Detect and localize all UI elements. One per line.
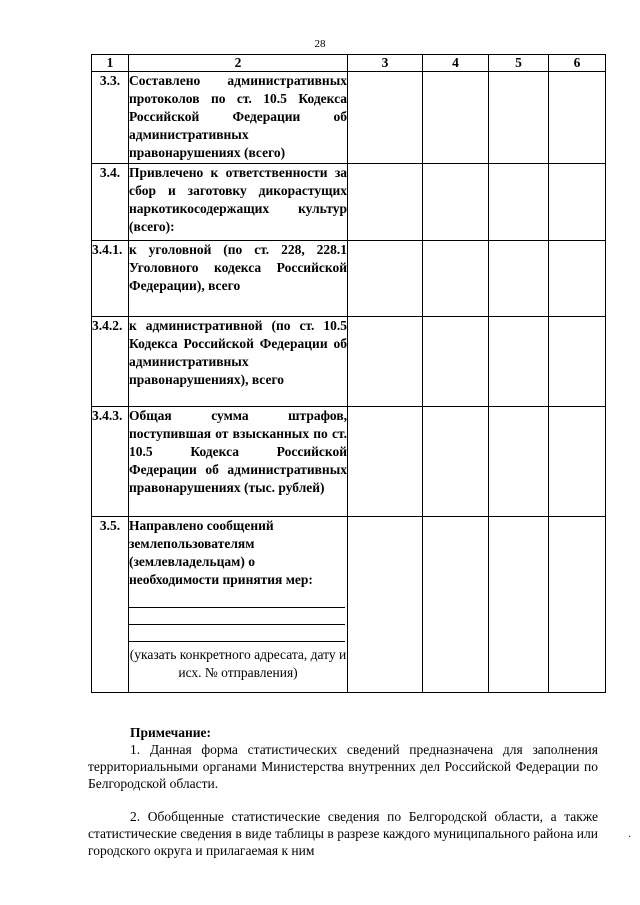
value-cell bbox=[549, 407, 606, 517]
value-cell bbox=[423, 407, 489, 517]
value-cell bbox=[423, 317, 489, 407]
row-number: 3.5. bbox=[92, 517, 129, 693]
note-title bbox=[88, 724, 598, 741]
header-row bbox=[92, 55, 606, 72]
value-cell bbox=[549, 72, 606, 164]
value-cell bbox=[348, 241, 423, 317]
row-description: Привлечено к ответственности за сбор и заготовку дикорастущих наркотикосодержащих культур (всего): bbox=[129, 164, 348, 241]
value-cell bbox=[489, 317, 549, 407]
row-description: Общая сумма штрафов, поступившая от взысканных по ст. 10.5 Кодекса Российской Федерации об административных правонарушениях (тыс. рублей) bbox=[129, 407, 348, 517]
page-number: 28 bbox=[314, 38, 326, 50]
row-description: к уголовной (по ст. 228, 228.1 Уголовного кодекса Российской Федерации), всего bbox=[129, 241, 348, 317]
value-cell bbox=[423, 517, 489, 693]
row-number: 3.3. bbox=[92, 72, 129, 164]
table-row bbox=[92, 517, 606, 693]
value-cell bbox=[348, 164, 423, 241]
table-row bbox=[92, 72, 606, 164]
table-row bbox=[92, 241, 606, 317]
header-cell-4: 4 bbox=[423, 55, 489, 72]
value-cell bbox=[423, 72, 489, 164]
value-cell bbox=[423, 241, 489, 317]
value-cell bbox=[489, 241, 549, 317]
value-cell bbox=[348, 407, 423, 517]
note-paragraph-1: 1. Данная форма статистических сведений предназначена для заполнения территориальными органами Министерства внутренних дел Российской Федерации по Белгородской области. bbox=[88, 742, 598, 791]
row-description-cell bbox=[129, 517, 348, 693]
value-cell bbox=[348, 317, 423, 407]
blank-line-1 bbox=[129, 591, 345, 608]
value-cell bbox=[489, 164, 549, 241]
value-cell bbox=[549, 164, 606, 241]
value-cell bbox=[489, 517, 549, 693]
value-cell bbox=[549, 317, 606, 407]
value-cell bbox=[489, 72, 549, 164]
statistics-table bbox=[91, 54, 606, 693]
row-description: Направлено сообщений землепользователям (землевладельцам) о необходимости принятия мер: bbox=[129, 518, 313, 587]
value-cell bbox=[423, 164, 489, 241]
blank-line-2 bbox=[129, 608, 345, 625]
header-cell-5: 5 bbox=[489, 55, 549, 72]
blank-line-3 bbox=[129, 625, 345, 642]
table-row bbox=[92, 407, 606, 517]
header-cell-2: 2 bbox=[129, 55, 348, 72]
note-heading: Примечание: bbox=[130, 725, 212, 740]
value-cell bbox=[549, 241, 606, 317]
value-cell bbox=[348, 517, 423, 693]
value-cell bbox=[348, 72, 423, 164]
row-number: 3.4.2. bbox=[92, 317, 129, 407]
value-cell bbox=[549, 517, 606, 693]
table-row bbox=[92, 317, 606, 407]
row-description: Составлено административных протоколов по ст. 10.5 Кодекса Российской Федерации об административных правонарушениях (всего) bbox=[129, 72, 348, 164]
scan-mark: · bbox=[628, 832, 632, 843]
header-cell-6: 6 bbox=[549, 55, 606, 72]
header-cell-1: 1 bbox=[92, 55, 129, 72]
fill-in-hint: (указать конкретного адресата, дату и исх. № отправления) bbox=[129, 647, 347, 680]
table-row bbox=[92, 164, 606, 241]
row-number: 3.4.3. bbox=[92, 407, 129, 517]
row-number: 3.4.1. bbox=[92, 241, 129, 317]
note-paragraph-2: 2. Обобщенные статистические сведения по Белгородской области, а также статистические сведения в виде таблицы в разрезе каждого муниципального района или городского округа и прилагаемая к ним bbox=[88, 809, 598, 858]
value-cell bbox=[489, 407, 549, 517]
row-description: к административной (по ст. 10.5 Кодекса Российской Федерации об административных правонарушениях), всего bbox=[129, 317, 348, 407]
row-number: 3.4. bbox=[92, 164, 129, 241]
header-cell-3: 3 bbox=[348, 55, 423, 72]
